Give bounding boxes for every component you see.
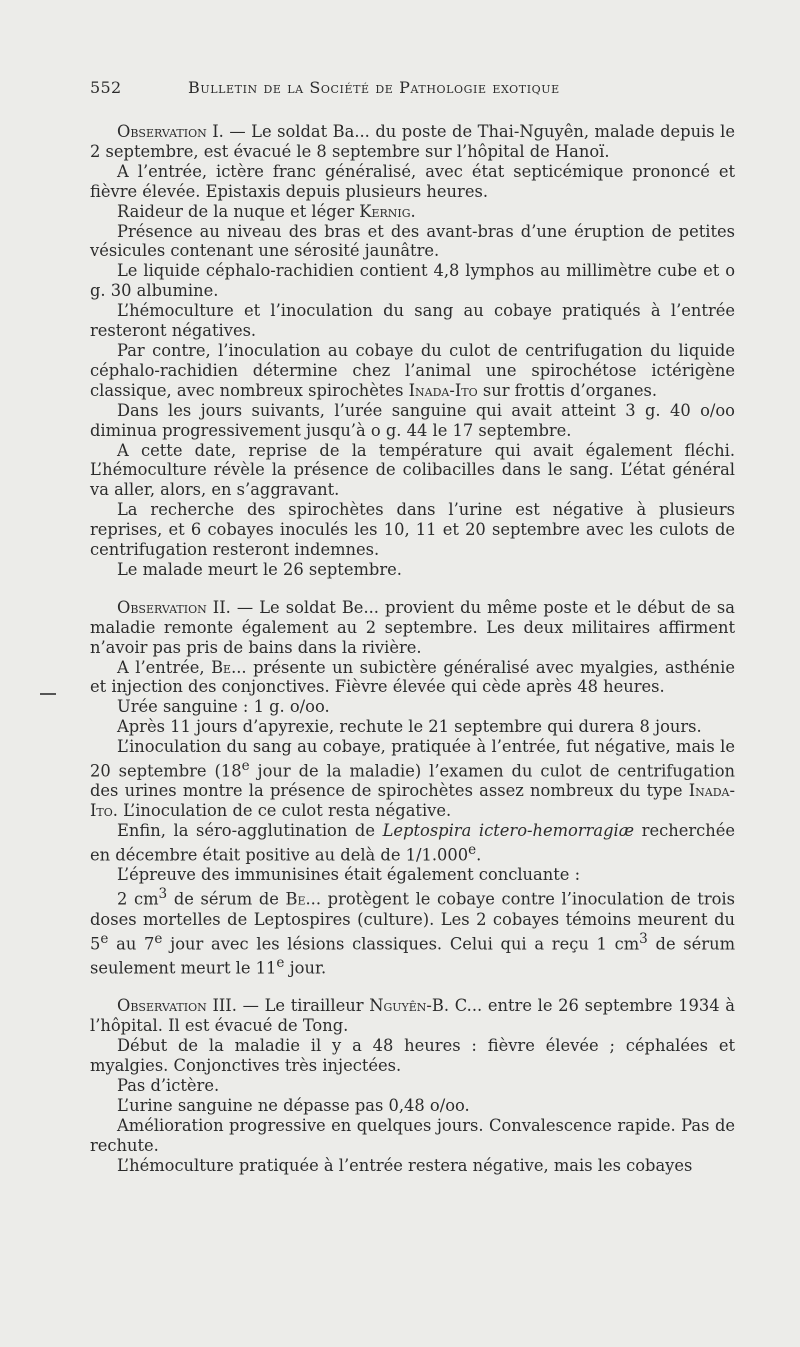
paragraph — [90, 737, 735, 821]
paragraph: La recherche des spirochètes dans l’urine est négative à plusieurs reprises, et 6 cobayes inoculés les 10, 11 et 20 septembre avec les culots de centrifugation resteront indemnes. — [90, 500, 735, 560]
paragraph: Dans les jours suivants, l’urée sanguine qui avait atteint 3 g. 40 o/oo diminua progressivement jusqu’à o g. 44 le 17 septembre. — [90, 400, 735, 440]
section-gap — [90, 978, 735, 996]
paragraph: Après 11 jours d’apyrexie, rechute le 21 septembre qui durera 8 jours. — [117, 717, 702, 737]
observation-2-intro — [90, 598, 735, 658]
superscript: e — [468, 842, 477, 859]
paragraph: Urée sanguine : 1 g. o/oo. — [117, 697, 330, 717]
text-run: Raideur de la nuque et léger — [117, 201, 360, 221]
superscript: 3 — [639, 930, 648, 947]
text-run: de sérum seulement meurt le 11 — [90, 934, 736, 978]
text-run: . — [476, 845, 482, 865]
text-run: jour avec les lésions classiques. Celui qui a reçu 1 cm — [162, 934, 640, 954]
paragraph — [90, 341, 735, 401]
text-run: — Le tirailleur — [236, 996, 370, 1016]
text-run: sur frottis d’organes. — [477, 380, 658, 400]
paragraph — [90, 202, 735, 222]
paragraph: Amélioration progressive en quelques jours. Convalescence rapide. Pas de rechute. — [90, 1115, 735, 1155]
paragraph: L’épreuve des immunisines était également concluante : — [117, 865, 581, 885]
author-name: Inada-Ito — [408, 380, 478, 400]
paragraph — [90, 658, 735, 698]
paragraph: A l’entrée, ictère franc généralisé, avec état septicémique prononcé et fièvre élevée. Epistaxis depuis plusieurs heures. — [90, 161, 735, 201]
section-gap — [90, 580, 735, 598]
superscript: e — [154, 930, 163, 947]
superscript: 3 — [158, 886, 168, 903]
text-run: 2 cm — [117, 889, 159, 909]
observation-1-intro — [90, 122, 735, 162]
page-body — [90, 122, 735, 1175]
margin-mark — [40, 693, 56, 695]
observation-1-intro-text: — Le soldat Ba... du poste de Thai-Nguyên, malade depuis le 2 septembre, est évacué le 8 septembre sur l’hôpital de Hanoï. — [90, 122, 735, 161]
paragraph: Début de la maladie il y a 48 heures : fièvre élevée ; céphalées et myalgies. Conjonctives très injectées. — [90, 1036, 735, 1075]
text-run: Enfin, la séro-agglutination de — [117, 821, 383, 841]
paragraph: Le liquide céphalo-rachidien contient 4,8 lymphos au millimètre cube et o g. 30 albumine. — [90, 261, 735, 301]
superscript: e — [241, 758, 250, 775]
patient-name: Be... — [285, 889, 322, 909]
text-run: recherchée en décembre était positive au delà de 1/1.000 — [90, 821, 735, 865]
author-name: Kernig — [359, 201, 411, 221]
text-run: présente un subictère généralisé avec myalgies, asthénie et injection des conjonctives. Fièvre élevée qui cède après 48 heures. — [90, 657, 736, 697]
species-name: Leptospira ictero-hemorragiæ — [382, 821, 635, 841]
paragraph: Le malade meurt le 26 septembre. — [117, 559, 402, 579]
superscript: e — [276, 954, 285, 971]
observation-2-heading: Observation II. — [117, 597, 231, 617]
paragraph: Présence au niveau des bras et des avant-bras d’une éruption de petites vésicules contenant une sérosité jaunâtre. — [90, 221, 735, 261]
running-title: Bulletin de la Société de Pathologie exotique — [188, 78, 560, 97]
text-run: au 7 — [108, 934, 155, 954]
author-name: Inada-Ito — [90, 781, 735, 821]
paragraph: A cette date, reprise de la température qui avait également fléchi. L’hémoculture révèle la présence de colibacilles dans le sang. L’état général va aller, alors, en s’aggravant. — [90, 440, 735, 500]
page-number: 552 — [90, 78, 122, 97]
text-run: . L’inoculation de ce culot resta négative. — [112, 801, 452, 821]
patient-name: Nguyên-B. — [369, 996, 450, 1016]
observation-1-heading: Observation I. — [117, 122, 224, 141]
paragraph — [90, 821, 735, 865]
text-run: de sérum de — [167, 889, 286, 909]
observation-2-intro-text: — Le soldat Be... provient du même poste et le début de sa maladie remonte également au 2 septembre. Les deux militaires affirment n’avoir pas pris de bains dans la rivière. — [90, 597, 735, 657]
observation-3-heading: Observation III. — [117, 996, 237, 1016]
superscript: e — [100, 930, 109, 947]
paragraph: L’hémoculture et l’inoculation du sang au cobaye pratiqués à l’entrée resteront négatives. — [90, 301, 735, 341]
text-run: jour. — [284, 958, 327, 978]
text-run: A l’entrée, — [117, 657, 212, 677]
paragraph: Pas d’ictère. — [117, 1075, 220, 1095]
text-run: protègent le cobaye contre l’inoculation de trois doses mortelles de Leptospires (culture). Les 2 cobayes témoins meurent du 5 — [90, 889, 735, 954]
text-run: C... entre le 26 septembre 1934 à l’hôpital. Il est évacué de Tong. — [90, 996, 735, 1036]
text-run: Par contre, l’inoculation au cobaye du culot de centrifugation du liquide céphalo-rachidien détermine chez l’animal une spirochétose ictérigène classique, avec nombreux spirochètes — [90, 340, 735, 400]
text-run: L’inoculation du sang au cobaye, pratiquée à l’entrée, fut négative, mais le 20 septembre (18 — [90, 737, 735, 781]
observation-3-intro — [90, 996, 735, 1036]
paragraph: L’urine sanguine ne dépasse pas 0,48 o/oo. — [117, 1095, 470, 1115]
paragraph — [90, 885, 735, 978]
text-run: jour de la maladie) l’examen du culot de centrifugation des urines montre la présence de spirochètes assez nombreux du type — [90, 761, 735, 801]
paragraph: L’hémoculture pratiquée à l’entrée restera négative, mais les cobayes — [117, 1155, 693, 1175]
patient-name: Be... — [211, 657, 247, 677]
page-header — [90, 78, 735, 102]
text-run: . — [410, 201, 416, 221]
